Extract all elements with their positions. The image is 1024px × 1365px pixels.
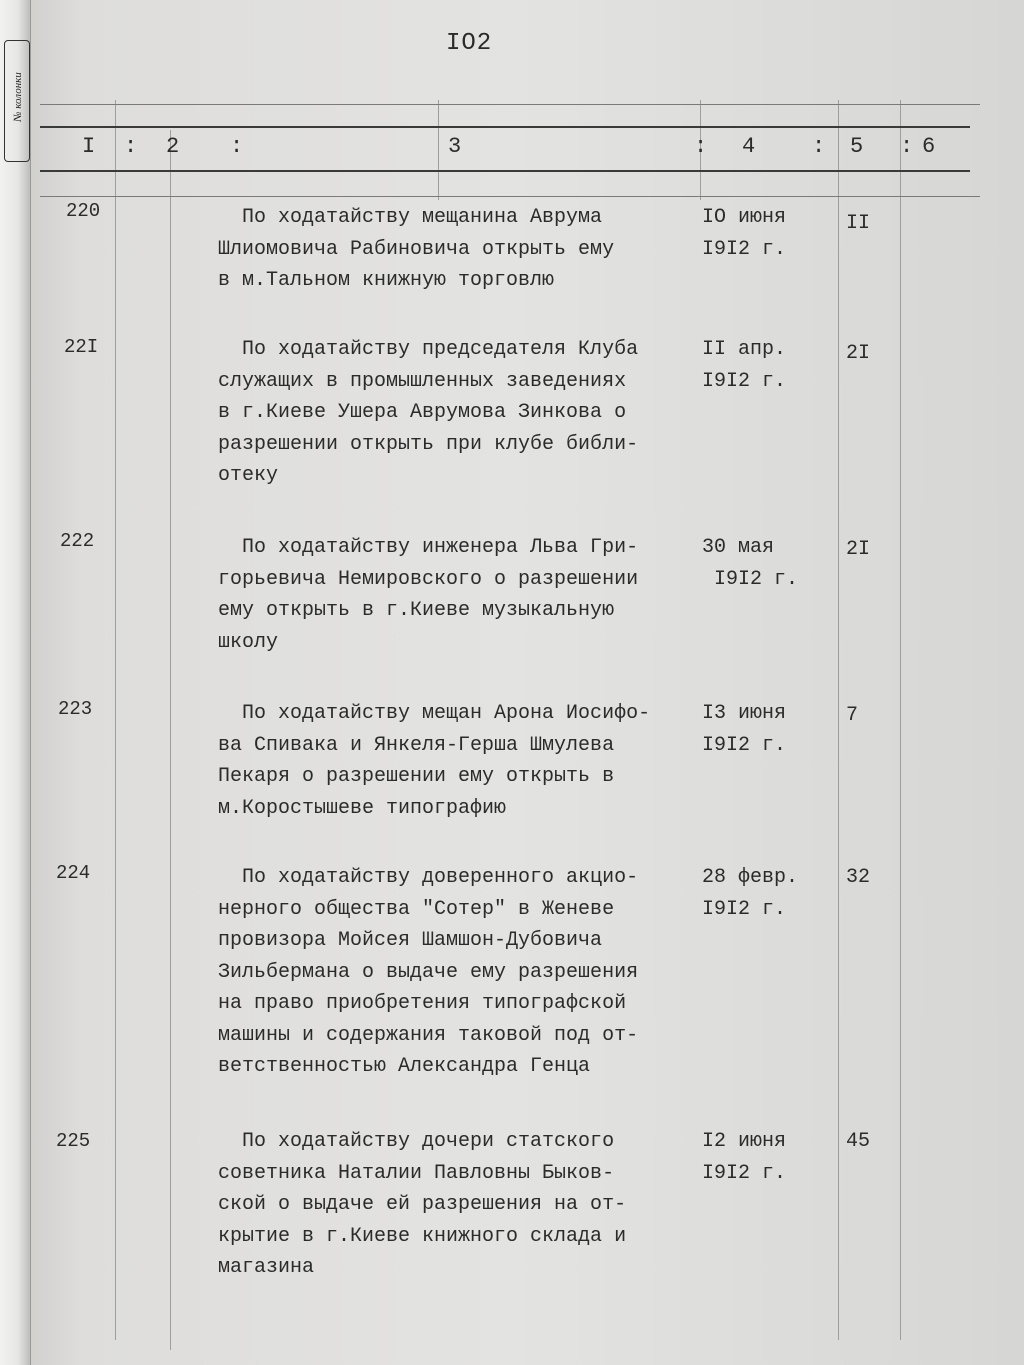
column-separator: : (900, 134, 914, 159)
entry-text: По ходатайству мещан Арона Иосифо- ва Спивака и Янкеля-Герша Шмулева Пекаря о разрешении ему открыть в м.Коростышеве типографию (218, 702, 651, 820)
page-number: IO2 (446, 30, 493, 57)
entry-count: II (846, 212, 871, 235)
entry-number: 222 (60, 530, 95, 552)
binding-strip (0, 0, 31, 1365)
column-number-3: 3 (448, 134, 462, 159)
header-bottom-rule (40, 170, 970, 172)
entry-text: По ходатайству инженера Льва Гри- горьевича Немировского о разрешении ему открыть в г.Киеве музыкальную школу (218, 536, 639, 654)
entry-number: 223 (58, 698, 93, 720)
entry-date: 28 февр. I9I2 г. (702, 866, 799, 921)
column-line (438, 100, 439, 200)
binding-label-text: № колонки (12, 72, 24, 122)
entry-number: 224 (56, 862, 91, 884)
column-number-1: I (82, 134, 96, 159)
column-number-4: 4 (742, 134, 756, 159)
header-top-rule (40, 126, 970, 128)
column-separator: : (230, 134, 244, 159)
entry-number: 220 (66, 200, 101, 222)
entry-date: II апр. I9I2 г. (702, 338, 787, 393)
entry-date: I2 июня I9I2 г. (702, 1130, 787, 1185)
column-line (170, 130, 171, 1350)
entry-text: По ходатайству мещанина Аврума Шлиомовича Рабиновича открыть ему в м.Тальном книжную торговлю (218, 206, 615, 292)
column-number-6: 6 (922, 134, 936, 159)
column-separator: : (124, 134, 138, 159)
table-top-rule (40, 104, 980, 105)
entry-date: IO июня I9I2 г. (702, 206, 787, 261)
column-line (838, 100, 839, 1340)
entry-count: 7 (846, 704, 859, 727)
column-separator: : (812, 134, 826, 159)
entry-date: I3 июня I9I2 г. (702, 702, 787, 757)
column-line (115, 100, 116, 1340)
entry-count: 2I (846, 538, 871, 561)
entry-number: 225 (56, 1130, 91, 1152)
header-shadow-rule (40, 196, 980, 197)
column-number-label-box (4, 40, 30, 162)
entry-number: 22I (64, 336, 99, 358)
entry-text: По ходатайству доверенного акцио- нерного общества "Сотер" в Женеве провизора Мойсея Шамшон-Дубовича Зильбермана о выдаче ему разрешения на право приобретения типографской машины и содержания таковой под от- ветственностью Александра Генца (218, 866, 639, 1078)
column-number-2: 2 (166, 134, 180, 159)
entry-text: По ходатайству председателя Клуба служащих в промышленных заведениях в г.Киеве Ушера Аврумова Зинкова о разрешении открыть при клубе библи- отеку (218, 338, 639, 487)
entry-text: По ходатайству дочери статского советника Наталии Павловны Быков- ской о выдаче ей разрешения на от- крытие в г.Киеве книжного склада и магазина (218, 1130, 627, 1279)
entry-date: 30 мая I9I2 г. (702, 536, 799, 591)
entry-count: 45 (846, 1130, 871, 1153)
column-line (900, 100, 901, 1340)
column-separator: : (694, 134, 708, 159)
entry-count: 32 (846, 866, 871, 889)
entry-count: 2I (846, 342, 871, 365)
column-number-5: 5 (850, 134, 864, 159)
